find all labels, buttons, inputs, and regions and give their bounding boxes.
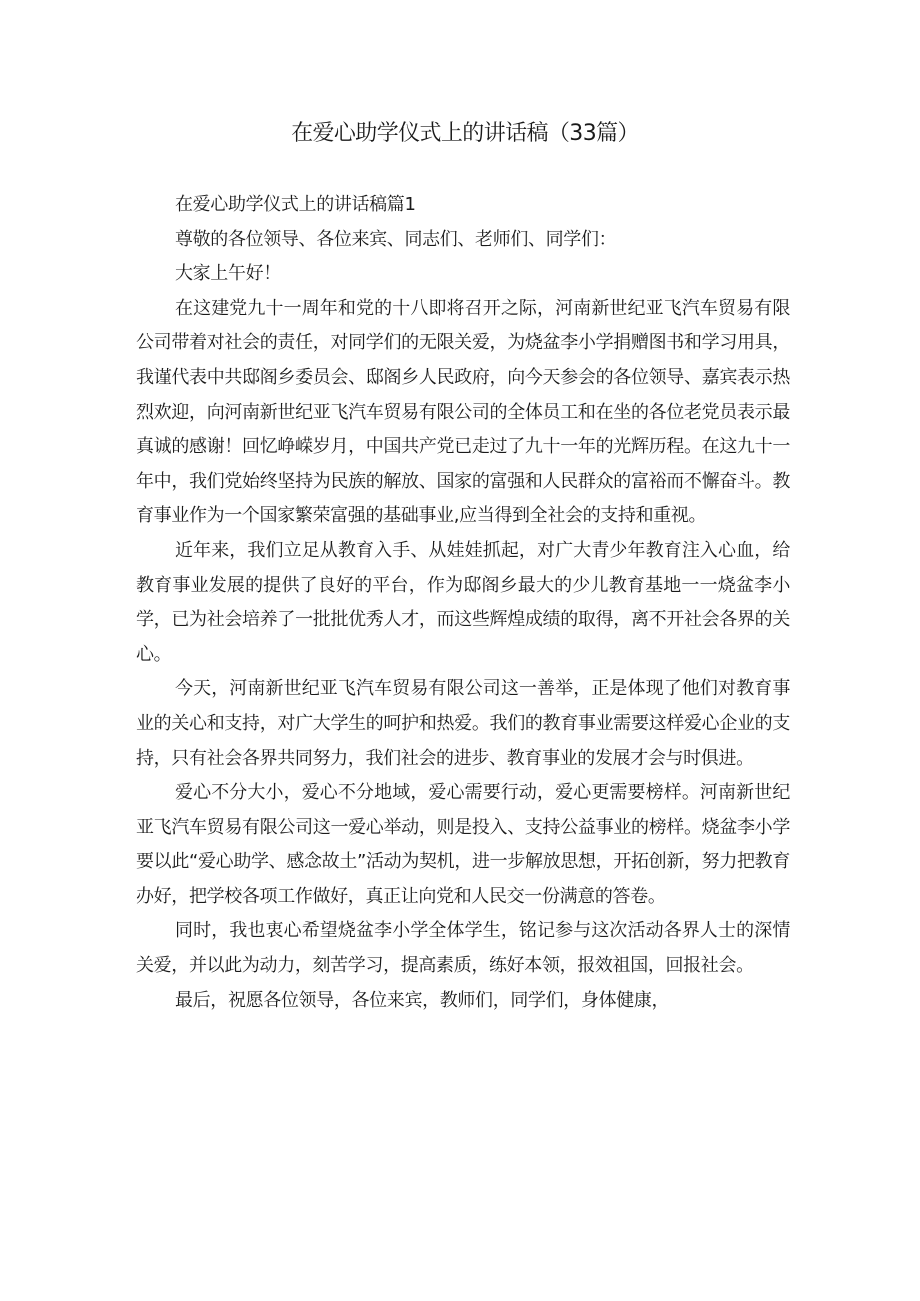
document-title: 在爱心助学仪式上的讲话稿（33篇）	[291, 121, 639, 146]
salutation-paragraph: 尊敬的各位领导、各位来宾、同志们、老师们、同学们：	[175, 228, 617, 250]
body-paragraph: 近年来，我们立足从教育入手、从娃娃抓起，对广大青少年教育注入心血，给教育事业发展的提供了良好的平台，作为邸阁乡最大的少儿教育基地一一烧盆李小学，已为社会培养了一批批优秀人才，而这些辉煌成绩的取得，离不开社会各界的关心。	[136, 539, 790, 665]
section-heading: 在爱心助学仪式上的讲话稿篇1	[175, 194, 416, 215]
body-paragraph: 同时，我也衷心希望烧盆李小学全体学生，铭记参与这次活动各界人士的深情关爱，并以此为动力，刻苦学习，提高素质，练好本领，报效祖国，回报社会。	[136, 920, 790, 977]
greeting-paragraph: 大家上午好！	[175, 263, 281, 285]
closing-paragraph: 最后，祝愿各位领导，各位来宾，教师们，同学们，身体健康，	[175, 989, 670, 1011]
body-paragraph: 今天，河南新世纪亚飞汽车贸易有限公司这一善举，正是体现了他们对教育事业的关心和支持，对广大学生的呵护和热爱。我们的教育事业需要这样爱心企业的支持，只有社会各界共同努力，我们社会的进步、教育事业的发展才会与时俱进。	[136, 678, 790, 769]
document-body	[136, 188, 790, 1018]
body-paragraph: 爱心不分大小，爱心不分地域，爱心需要行动，爱心更需要榜样。河南新世纪亚飞汽车贸易有限公司这一爱心举动，则是投入、支持公益事业的榜样。烧盆李小学要以此“爱心助学、感念故土”活动为契机，进一步解放思想，开拓创新，努力把教育办好，把学校各项工作做好，真正让向党和人民交一份满意的答卷。	[136, 782, 790, 907]
body-paragraph: 在这建党九十一周年和党的十八即将召开之际，河南新世纪亚飞汽车贸易有限公司带着对社会的责任，对同学们的无限关爱，为烧盆李小学捐赠图书和学习用具，我谨代表中共邸阁乡委员会、邸阁乡人民政府，向今天参会的各位领导、嘉宾表示热烈欢迎，向河南新世纪亚飞汽车贸易有限公司的全体员工和在坐的各位老党员表示最真诚的感谢！回忆峥嵘岁月，中国共产党已走过了九十一年的光辉历程。在这九十一年中，我们党始终坚持为民族的解放、国家的富强和人民群众的富裕而不懈奋斗。教育事业作为一个国家繁荣富强的基础事业,应当得到全社会的支持和重视。	[136, 297, 790, 527]
